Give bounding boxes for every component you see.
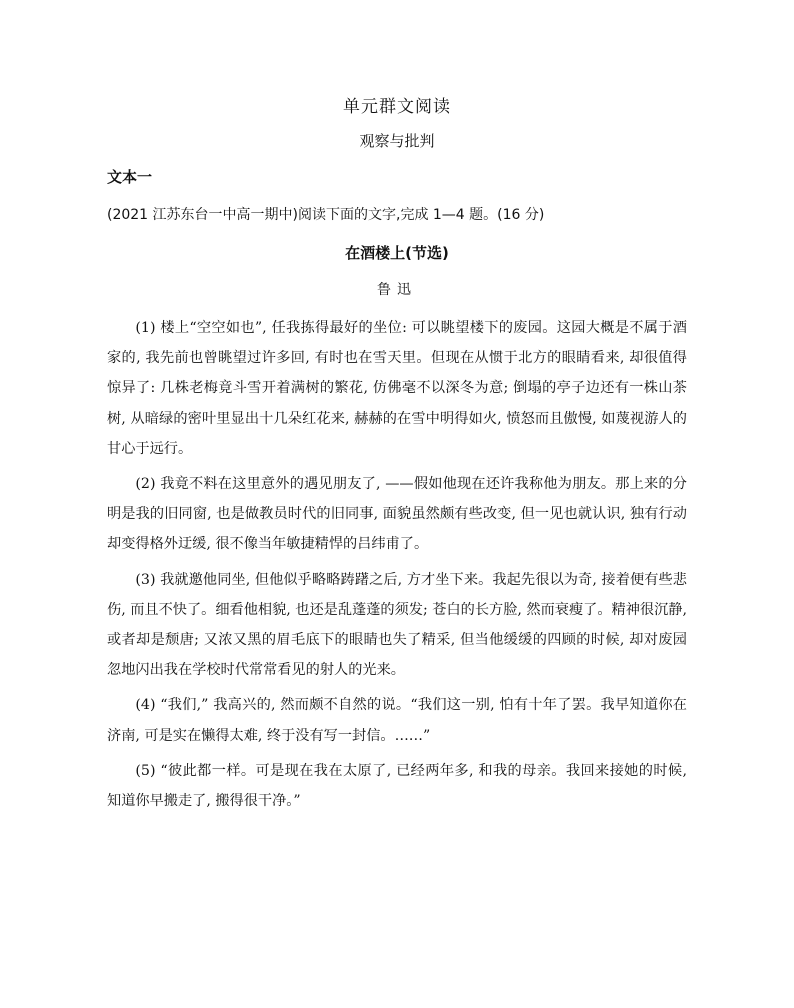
question-instruction: (2021 江苏东台一中高一期中)阅读下面的文字,完成 1—4 题。(16 分) bbox=[107, 207, 545, 223]
section-label: 文本一 bbox=[107, 168, 153, 186]
page-subtitle: 观察与批判 bbox=[359, 132, 435, 150]
passage-title: 在酒楼上(节选) bbox=[345, 244, 449, 262]
paragraph-5: (5) “彼此都一样。可是现在我在太原了, 已经两年多, 和我的母亲。我回来接她的时候, 知道你早搬走了, 搬得很干净。” bbox=[107, 762, 687, 810]
paragraph-1: (1) 楼上“空空如也”, 任我拣得最好的坐位: 可以眺望楼下的废园。这园大概是不属于酒家的, 我先前也曾眺望过许多回, 有时也在雪天里。但现在从惯于北方的眼睛看来, 却很值得惊异了: 几株老梅竟斗雪开着满树的繁花, 仿佛毫不以深冬为意; 倒塌的亭子边还有一株山茶树, 从暗绿的密叶里显出十几朵红花来, 赫赫的在雪中明得如火, 愤怒而且傲慢, 如蔑视游人的甘心于远行。 bbox=[107, 320, 687, 457]
passage-body bbox=[107, 313, 687, 821]
passage-author: 鲁迅 bbox=[377, 282, 417, 298]
paragraph-4: (4) “我们,” 我高兴的, 然而颇不自然的说。“我们这一别, 怕有十年了罢。我早知道你在济南, 可是实在懒得太难, 终于没有写一封信。……” bbox=[107, 697, 687, 744]
paragraph-2: (2) 我竟不料在这里意外的遇见朋友了, ——假如他现在还许我称他为朋友。那上来的分明是我的旧同窗, 也是做教员时代的旧同事, 面貌虽然颇有些改变, 但一见也就认识, 独有行动却变得格外迂缓, 很不像当年敏捷精悍的吕纬甫了。 bbox=[107, 476, 687, 553]
page-title: 单元群文阅读 bbox=[343, 97, 451, 117]
paragraph-3: (3) 我就邀他同坐, 但他似乎略略踌躇之后, 方才坐下来。我起先很以为奇, 接着便有些悲伤, 而且不快了。细看他相貌, 也还是乱蓬蓬的须发; 苍白的长方脸, 然而衰瘦了。精神很沉静, 或者却是颓唐; 又浓又黑的眉毛底下的眼睛也失了精采, 但当他缓缓的四顾的时候, 却对废园忽地闪出我在学校时代常常看见的射人的光来。 bbox=[107, 571, 687, 679]
